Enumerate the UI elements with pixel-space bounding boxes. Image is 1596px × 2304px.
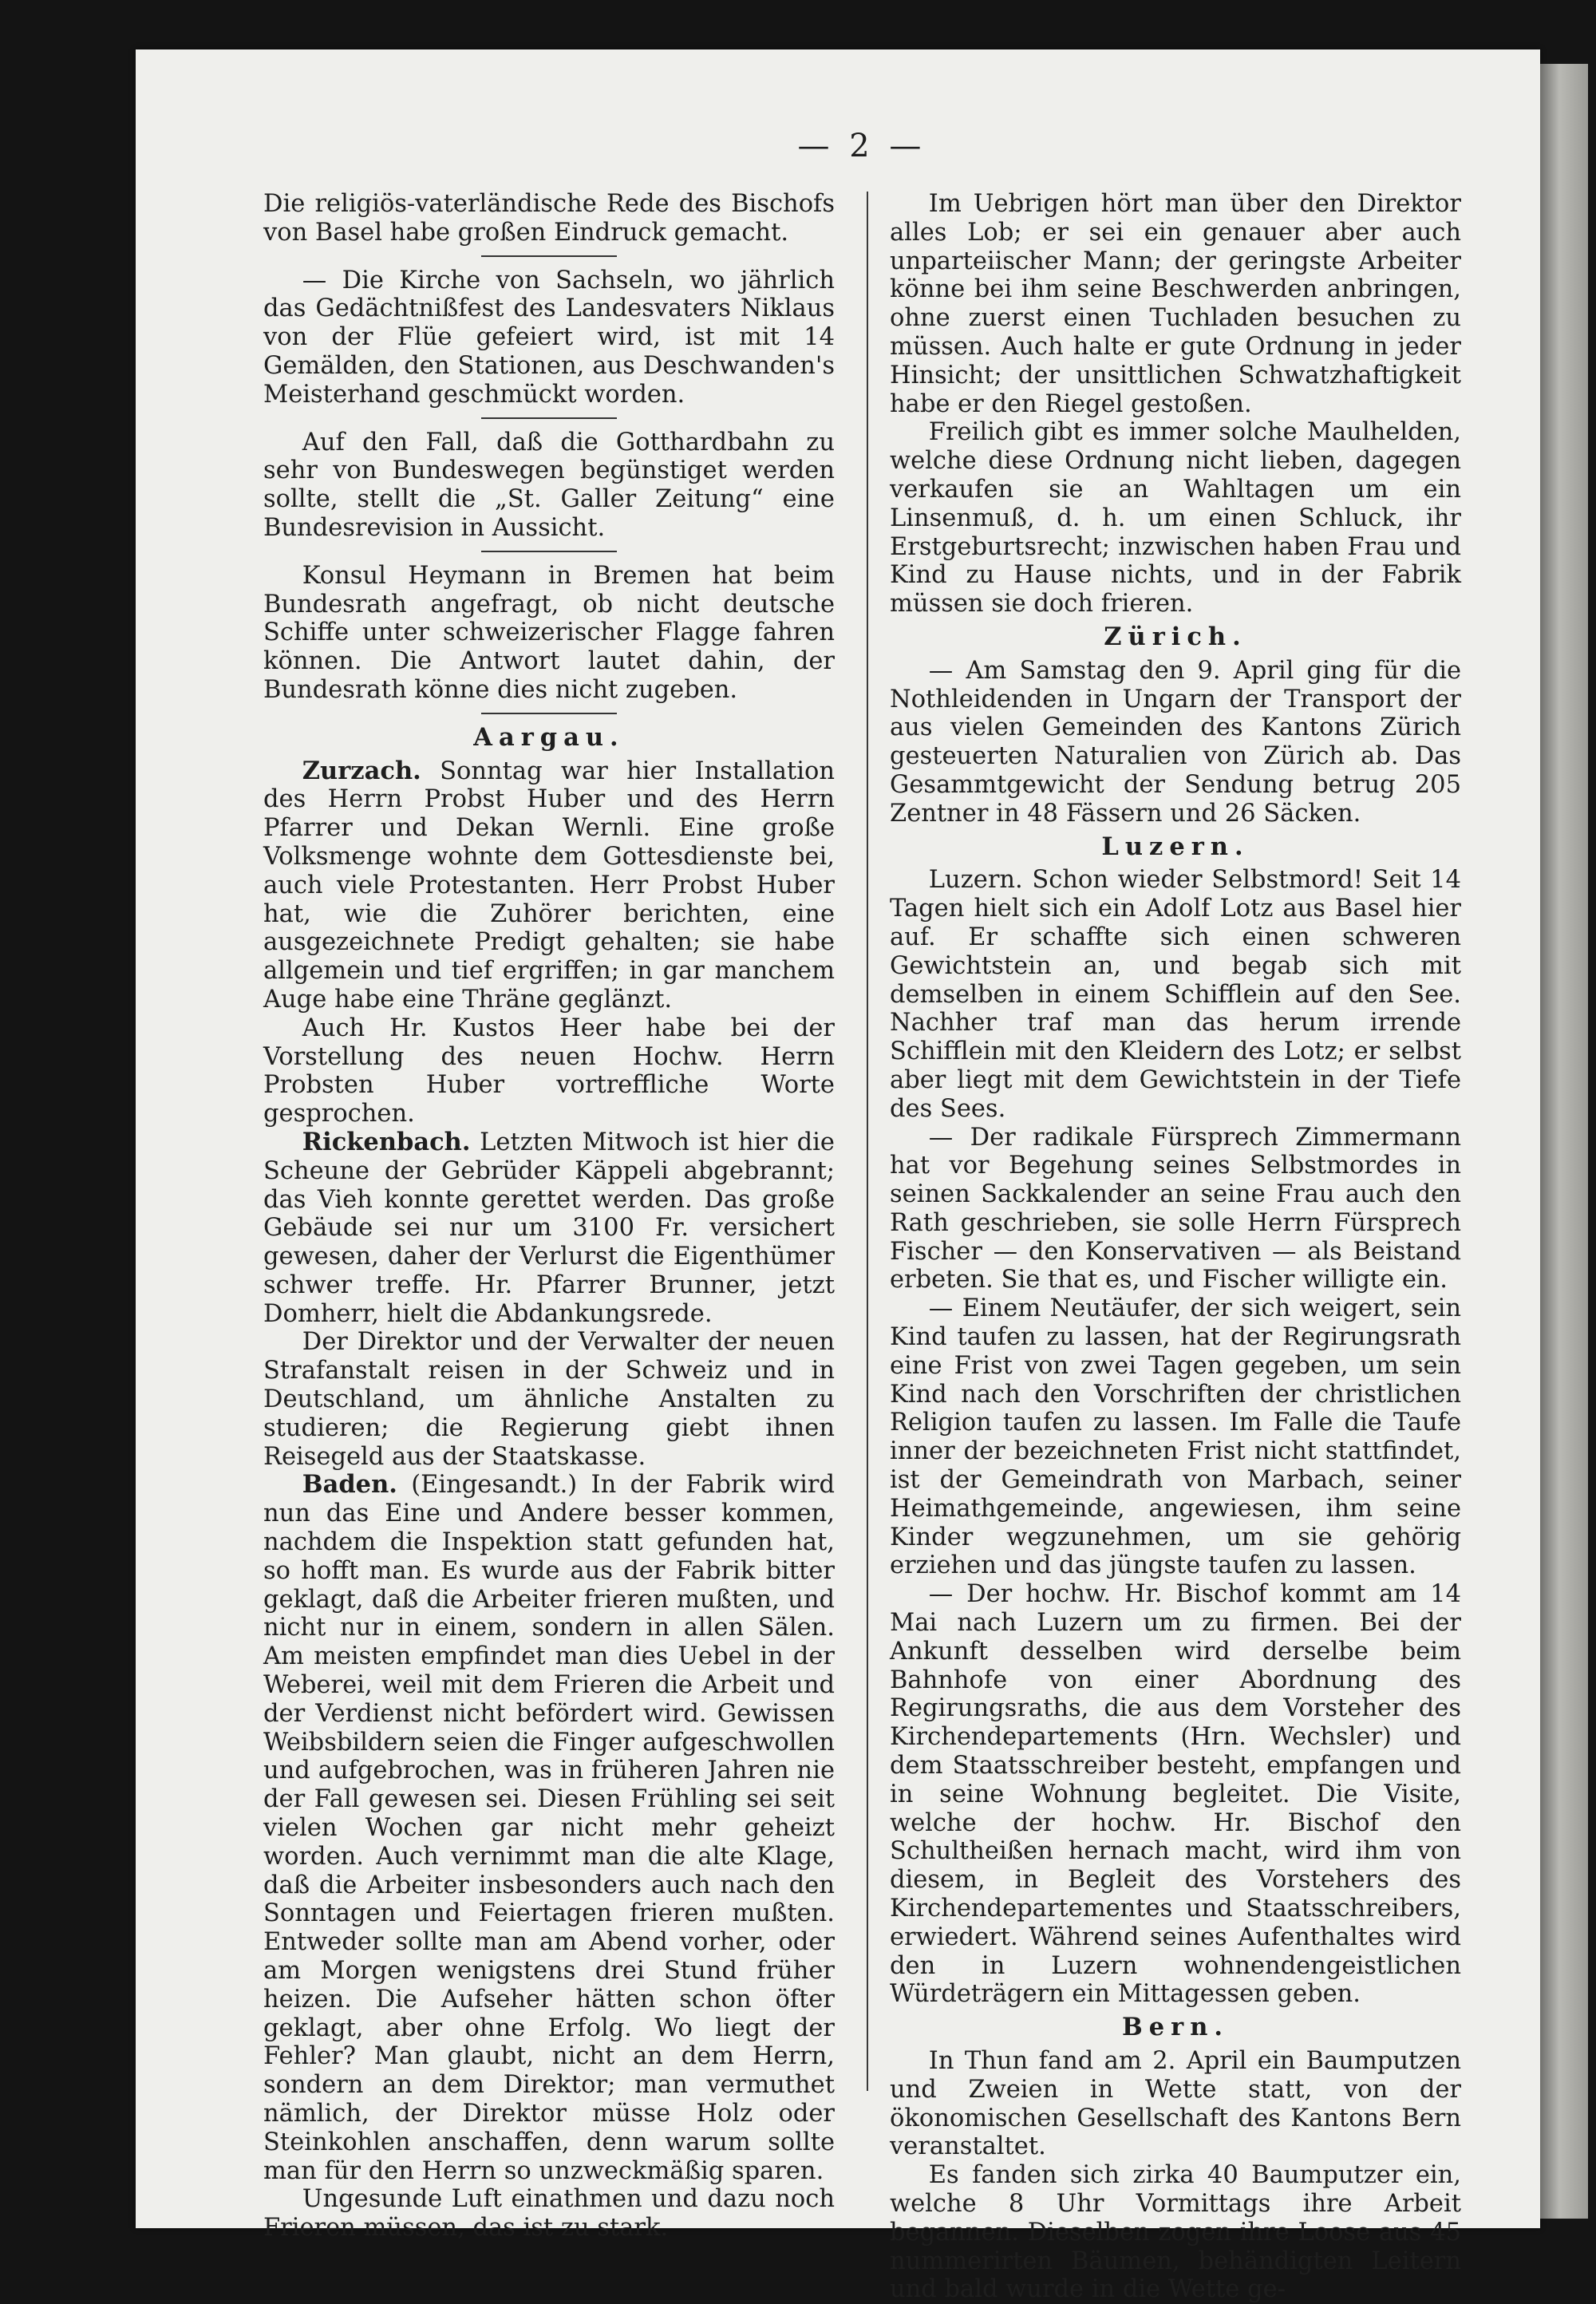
section-heading-luzern: Luzern. — [1101, 832, 1250, 861]
paragraph: Im Uebrigen hört man über den Direktor alles Lob; er sei ein genauer aber auch unparteiischer Mann; der geringste Arbeiter könne bei ihm seine Beschwerden anbringen, ohne zuerst einen Tuchladen besuchen zu müssen. Auch halte er gute Ordnung in jeder Hinsicht; der unsittlichen Schwatzhaftigkeit habe er den Riegel gestoßen. — [890, 190, 1461, 418]
section-heading-zuerich: Zürich. — [1104, 622, 1247, 651]
left-column — [263, 190, 835, 2243]
page-number: — 2 — — [797, 128, 926, 164]
article-text: Letzten Mitwoch ist hier die Scheune der Gebrüder Käppeli abgebrannt; das Vieh konnte gerettet werden. Das große Gebäude sei nur um 3100 Fr. versichert gewesen, daher der Verlurst die Eigenthümer schwer treffe. Hr. Pfarrer Brunner, jetzt Domherr, hielt die Abdankungsrede. — [263, 1128, 835, 1328]
paragraph: Auch Hr. Kustos Heer habe bei der Vorstellung des neuen Hochw. Herrn Probsten Huber vortreffliche Worte gesprochen. — [263, 1014, 835, 1128]
paragraph: Es fanden sich zirka 40 Baumputzer ein, welche 8 Uhr Vormittags ihre Arbeit begannen. Dieselben zogen ihre Loose aus 45 nummerirten Bäumen, behändigten Leitern und bald wurde in die Wette ge- — [890, 2161, 1461, 2304]
paragraph: Konsul Heymann in Bremen hat beim Bundesrath angefragt, ob nicht deutsche Schiffe unter schweizerischer Flagge fahren können. Die Antwort lautet dahin, der Bundesrath könne dies nicht zugeben. — [263, 561, 835, 704]
place-name: Zurzach. — [302, 756, 421, 785]
paragraph: Der Direktor und der Verwalter der neuen Strafanstalt reisen in der Schweiz und in Deutschland, um ähnliche Anstalten zu studieren; die Regierung giebt ihnen Reisegeld aus der Staatskasse. — [263, 1328, 835, 1471]
column-divider — [867, 192, 868, 2091]
article-text: Sonntag war hier Installation des Herrn Probst Huber und des Herrn Pfarrer und Dekan Wernli. Eine große Volksmenge wohnte dem Gottesdienste bei, auch viele Protestanten. Herr Probst Huber hat, wie die Zuhörer berichten, eine ausgezeichnete Predigt gehalten; sie habe allgemein und tief ergriffen; in gar manchem Auge habe eine Thräne geglänzt. — [263, 757, 835, 1014]
paragraph: Freilich gibt es immer solche Maulhelden, welche diese Ordnung nicht lieben, dagegen verkaufen sie an Wahltagen um ein Linsenmuß, d. h. um einen Schluck, ihr Erstgeburtsrecht; inzwischen haben Frau und Kind zu Hause nichts, und in der Fabrik müssen sie doch frieren. — [890, 418, 1461, 618]
article-zurzach — [263, 757, 835, 1014]
paragraph: — Der hochw. Hr. Bischof kommt am 14 Mai nach Luzern um zu firmen. Bei der Ankunft desselben wird derselbe beim Bahnhofe von einer Abordnung des Regirungsraths, die aus dem Vorsteher des Kirchendepartements (Hrn. Wechsler) und dem Staatsschreiber besteht, empfangen und in seine Wohnung begleitet. Die Visite, welche der hochw. Hr. Bischof den Schultheißen hernach macht, wird ihm von diesem, in Begleit des Vorstehers des Kirchendepartementes und Staatsschreibers, erwiedert. Während seines Aufenthaltes wird den in Luzern wohnendengeistlichen Würdeträgern ein Mittagessen geben. — [890, 1580, 1461, 2009]
page-edge-shadow — [1540, 64, 1588, 2219]
paragraph: Ungesunde Luft einathmen und dazu noch Frieren müssen, das ist zu stark. — [263, 2185, 835, 2243]
paragraph: Luzern. Schon wieder Selbstmord! Seit 14 Tagen hielt sich ein Adolf Lotz aus Basel hier auf. Er schaffte sich einen schweren Gewichtstein an, und begab sich mit demselben in einem Schifflein auf den See. Nachher traf man das herum irrende Schifflein mit den Kleidern des Lotz; er selbst aber liegt mit dem Gewichtstein in der Tiefe des Sees. — [890, 866, 1461, 1123]
section-heading-bern: Bern. — [1121, 2013, 1230, 2042]
paragraph: Die religiös-vaterländische Rede des Bischofs von Basel habe großen Eindruck gemacht. — [263, 190, 835, 247]
paragraph: — Die Kirche von Sachseln, wo jährlich das Gedächtnißfest des Landesvaters Niklaus von der Flüe gefeiert wird, ist mit 14 Gemälden, den Stationen, aus Deschwanden's Meisterhand geschmückt worden. — [263, 266, 835, 409]
right-column — [890, 190, 1461, 2304]
article-baden — [263, 1471, 835, 2185]
paragraph: — Der radikale Fürsprech Zimmermann hat vor Begehung seines Selbstmordes in seinen Sackkalender an seine Frau auch den Rath geschrieben, sie solle Herrn Fürsprech Fischer — den Konservativen — als Beistand erbeten. Sie that es, und Fischer willigte ein. — [890, 1123, 1461, 1294]
place-name: Baden. — [302, 1470, 397, 1500]
article-text: (Eingesandt.) In der Fabrik wird nun das Eine und Andere besser kommen, nachdem die Inspektion statt gefunden hat, so hofft man. Es wurde aus der Fabrik bitter geklagt, daß die Arbeiter frieren mußten, und nicht nur in einem, sondern in allen Sälen. Am meisten empfindet man dies Uebel in der Weberei, weil mit dem Frieren die Arbeit und der Verdienst nicht befördert wird. Gewissen Weibsbildern seien die Finger aufgeschwollen und aufgebrochen, was in früheren Jahren nie der Fall gewesen sei. Diesen Frühling sei seit vielen Wochen gar nicht mehr geheizt worden. Auch vernimmt man die alte Klage, daß die Arbeiter insbesonders auch nach den Sonntagen und Feiertagen frieren mußten. Entweder sollte man am Abend vorher, oder am Morgen wenigstens drei Stund früher heizen. Die Aufseher hätten schon öfter geklagt, aber ohne Erfolg. Wo liegt der Fehler? Man glaubt, nicht an dem Herrn, sondern an dem Direktor; man vermuthet nämlich, der Direktor müsse Holz oder Steinkohlen anschaffen, denn warum sollte man für den Herrn so unzweckmäßig sparen. — [263, 1471, 835, 2185]
article-rickenbach — [263, 1128, 835, 1329]
divider — [481, 255, 617, 257]
section-heading-aargau: Aargau. — [473, 722, 625, 752]
paragraph: — Einem Neutäufer, der sich weigert, sein Kind taufen zu lassen, hat der Regirungsrath eine Frist von zwei Tagen gegeben, um sein Kind nach den Vorschriften der christlichen Religion taufen zu lassen. Im Falle die Taufe inner der bezeichneten Frist nicht stattfindet, ist der Gemeindrath von Marbach, seiner Heimathgemeinde, angewiesen, ihm seine Kinder wegzunehmen, um sie gehörig erziehen und das jüngste taufen zu lassen. — [890, 1294, 1461, 1580]
paragraph: In Thun fand am 2. April ein Baumputzen und Zweien in Wette statt, von der ökonomischen Gesellschaft des Kantons Bern veranstaltet. — [890, 2047, 1461, 2161]
divider — [481, 713, 617, 714]
paragraph: — Am Samstag den 9. April ging für die Nothleidenden in Ungarn der Transport der aus vielen Gemeinden des Kantons Zürich gesteuerten Naturalien von Zürich ab. Das Gesammtgewicht der Sendung betrug 205 Zentner in 48 Fässern und 26 Säcken. — [890, 656, 1461, 828]
paragraph: Auf den Fall, daß die Gotthardbahn zu sehr von Bundeswegen begünstiget werden sollte, stellt die „St. Galler Zeitung“ eine Bundesrevision in Aussicht. — [263, 428, 835, 542]
place-name: Rickenbach. — [302, 1127, 471, 1156]
divider — [481, 551, 617, 552]
divider — [481, 417, 617, 419]
